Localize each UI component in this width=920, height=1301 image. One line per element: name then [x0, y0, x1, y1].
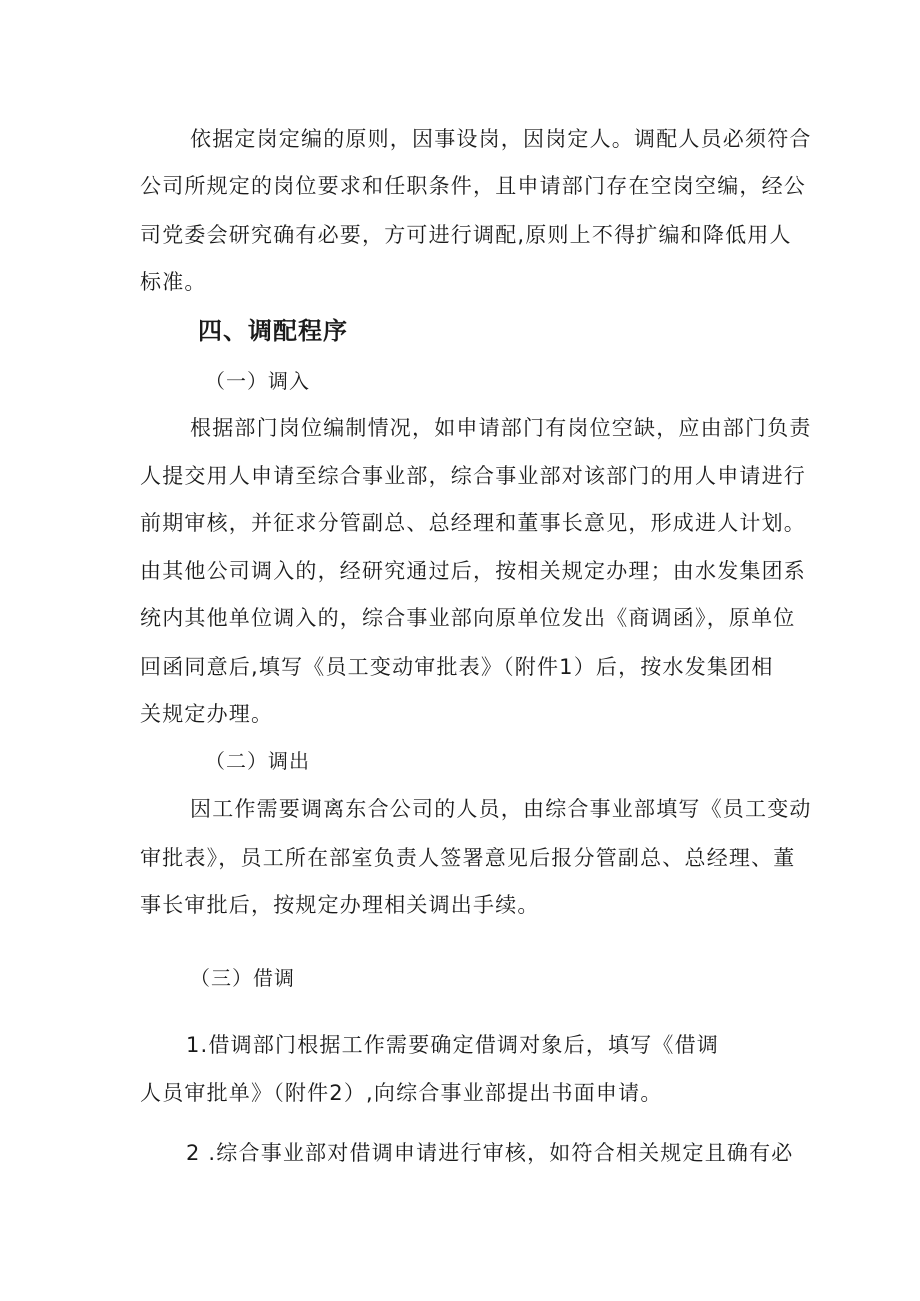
paragraph-line: 因工作需要调离东合公司的人员，由综合事业部填写《员工变动: [190, 797, 812, 821]
list-item-line: 人员审批单》（附件2）,向综合事业部提出书面申请。: [140, 1081, 663, 1105]
subsection-title: （一）调入: [205, 369, 310, 393]
paragraph-line: 司党委会研究确有必要，方可进行调配,原则上不得扩编和降低用人: [140, 223, 792, 247]
section-heading: 四、调配程序: [198, 317, 348, 345]
paragraph-line: 关规定办理。: [140, 702, 274, 726]
list-item-line: 1.借调部门根据工作需要确定借调对象后，填写《借调: [186, 1033, 720, 1057]
paragraph-line: 由其他公司调入的，经研究通过后，按相关规定办理；由水发集团系: [140, 559, 806, 583]
paragraph-line: 前期审核，并征求分管副总、总经理和董事长意见，形成进人计划。: [140, 511, 806, 535]
paragraph-line: 事长审批后，按规定办理相关调出手续。: [140, 893, 540, 917]
paragraph-line: 人提交用人申请至综合事业部，综合事业部对该部门的用人申请进行: [140, 464, 806, 488]
paragraph-line: 审批表》，员工所在部室负责人签署意见后报分管副总、总经理、董: [140, 846, 796, 870]
paragraph-line: 依据定岗定编的原则，因事设岗，因岗定人。调配人员必须符合: [190, 127, 812, 151]
subsection-title: （二）调出: [205, 749, 310, 773]
paragraph-line: 统内其他单位调入的，综合事业部向原单位发出《商调函》，原单位: [140, 606, 796, 630]
list-item-line: 2 .综合事业部对借调申请进行审核，如符合相关规定且确有必: [186, 1141, 794, 1165]
paragraph-line: 公司所规定的岗位要求和任职条件，且申请部门存在空岗空编，经公: [140, 174, 806, 198]
subsection-title: （三）借调: [190, 966, 295, 990]
paragraph-line: 回函同意后,填写《员工变动审批表》（附件1）后，按水发集团相: [140, 655, 774, 679]
paragraph-line: 标准。: [140, 270, 207, 294]
paragraph-line: 根据部门岗位编制情况，如申请部门有岗位空缺，应由部门负责: [190, 416, 812, 440]
